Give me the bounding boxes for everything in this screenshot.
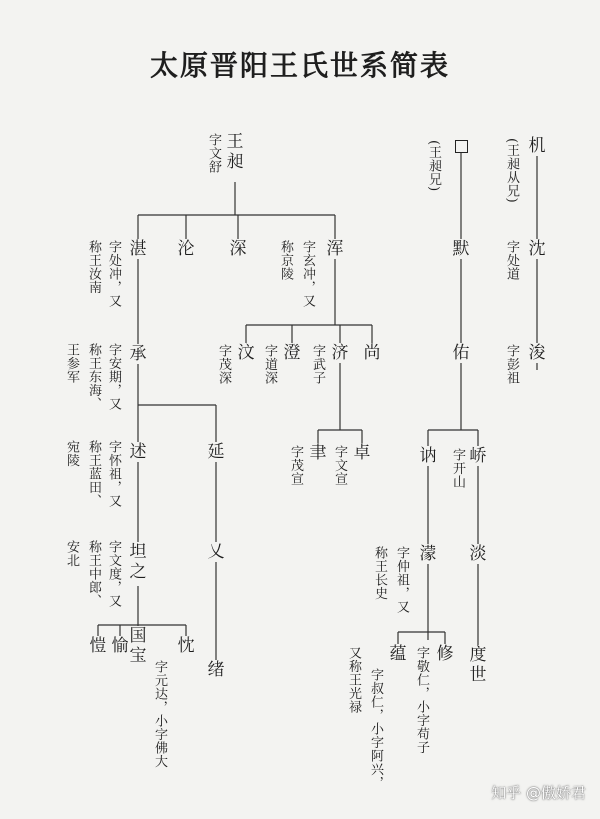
note-ru: 字茂深 xyxy=(216,344,231,385)
person-tan: 坦之 xyxy=(128,542,148,586)
person-lun: 沦 xyxy=(177,239,195,259)
note-tan-b: 称王中郎、 xyxy=(86,540,101,608)
person-dan: 淡 xyxy=(469,544,487,564)
note-zhan-a: 字处冲，又 xyxy=(106,240,121,308)
person-cheng: 承 xyxy=(129,344,147,364)
person-yan: 延 xyxy=(207,442,225,462)
note-shu-a: 字怀祖，又 xyxy=(106,440,121,508)
note-yun-b: 又称王光禄 xyxy=(346,646,361,714)
note-yun-a: 字叔仁，小字阿兴， xyxy=(368,668,383,790)
person-zhuo: 卓 xyxy=(353,443,371,463)
page-title: 太原晋阳王氏世系简表 xyxy=(149,49,450,82)
person-guobao: 国宝 xyxy=(128,626,148,670)
note-tan-a: 字文度，又 xyxy=(106,540,121,608)
person-ji-cousin: 机 xyxy=(528,136,546,156)
note-meng-a: 字仲祖，又 xyxy=(394,546,409,614)
note-cheng-b: 称王东海、 xyxy=(86,343,101,411)
person-jin: 聿 xyxy=(309,443,327,463)
person-kai: 愷 xyxy=(89,636,107,656)
person-shu: 述 xyxy=(129,442,147,462)
note-unknown: (王昶兄) xyxy=(426,140,441,192)
note-tan-c: 安北 xyxy=(64,540,79,567)
person-cheng2: 澄 xyxy=(283,343,301,363)
person-mo: 默 xyxy=(452,239,470,259)
person-xu: 绪 xyxy=(207,660,225,680)
person-na: 讷 xyxy=(419,446,437,466)
watermark: 知乎 @傲娇君 xyxy=(491,784,586,802)
person-wang-chang: 王昶 xyxy=(226,132,244,172)
note-shu-c: 宛陵 xyxy=(64,440,79,467)
person-meng: 濛 xyxy=(419,544,437,564)
person-chen: 忱 xyxy=(177,636,195,656)
person-qiao: 峤 xyxy=(469,446,487,466)
note-jun: 字彭祖 xyxy=(504,344,519,385)
note-zhan-b: 称王汝南 xyxy=(86,240,101,294)
person-ru: 汶 xyxy=(237,343,255,363)
person-yi: 乂 xyxy=(207,542,225,562)
person-you: 佑 xyxy=(452,343,470,363)
note-chen: 字元达，小字佛大 xyxy=(152,660,167,768)
person-shen: 深 xyxy=(229,239,247,259)
note-cheng-a: 字安期，又 xyxy=(106,343,121,411)
person-zhan: 湛 xyxy=(129,239,147,259)
note-wang-chang: 字文舒 xyxy=(206,133,221,174)
person-jun: 浚 xyxy=(528,343,546,363)
note-na: 字开山 xyxy=(450,448,465,489)
note-chen2: 字处道 xyxy=(504,240,519,281)
note-jin: 字茂宣 xyxy=(288,445,303,486)
person-dushi: 度世 xyxy=(468,645,488,689)
note-xiu: 字敬仁，小字苟子 xyxy=(414,646,429,754)
note-meng-b: 称王长史 xyxy=(372,546,387,600)
note-hun-b: 称京陵 xyxy=(278,240,293,281)
note-ji: 字武子 xyxy=(310,344,325,385)
note-shu-b: 称王蓝田、 xyxy=(86,440,101,508)
person-ji: 济 xyxy=(331,343,349,363)
person-yun: 蕴 xyxy=(389,644,407,664)
note-hun-a: 字玄冲，又 xyxy=(300,240,315,308)
note-zhuo: 字文宣 xyxy=(332,445,347,486)
person-shang: 尚 xyxy=(363,343,381,363)
note-ji-cousin: (王昶从兄) xyxy=(504,138,519,204)
note-cheng2: 字道深 xyxy=(262,344,277,385)
person-hun: 浑 xyxy=(326,239,344,259)
note-cheng-c: 王参军 xyxy=(64,343,79,384)
person-chen2: 沈 xyxy=(528,239,546,259)
unknown-person-box xyxy=(455,140,468,153)
person-yu: 愉 xyxy=(111,636,129,656)
person-xiu: 修 xyxy=(436,644,454,664)
